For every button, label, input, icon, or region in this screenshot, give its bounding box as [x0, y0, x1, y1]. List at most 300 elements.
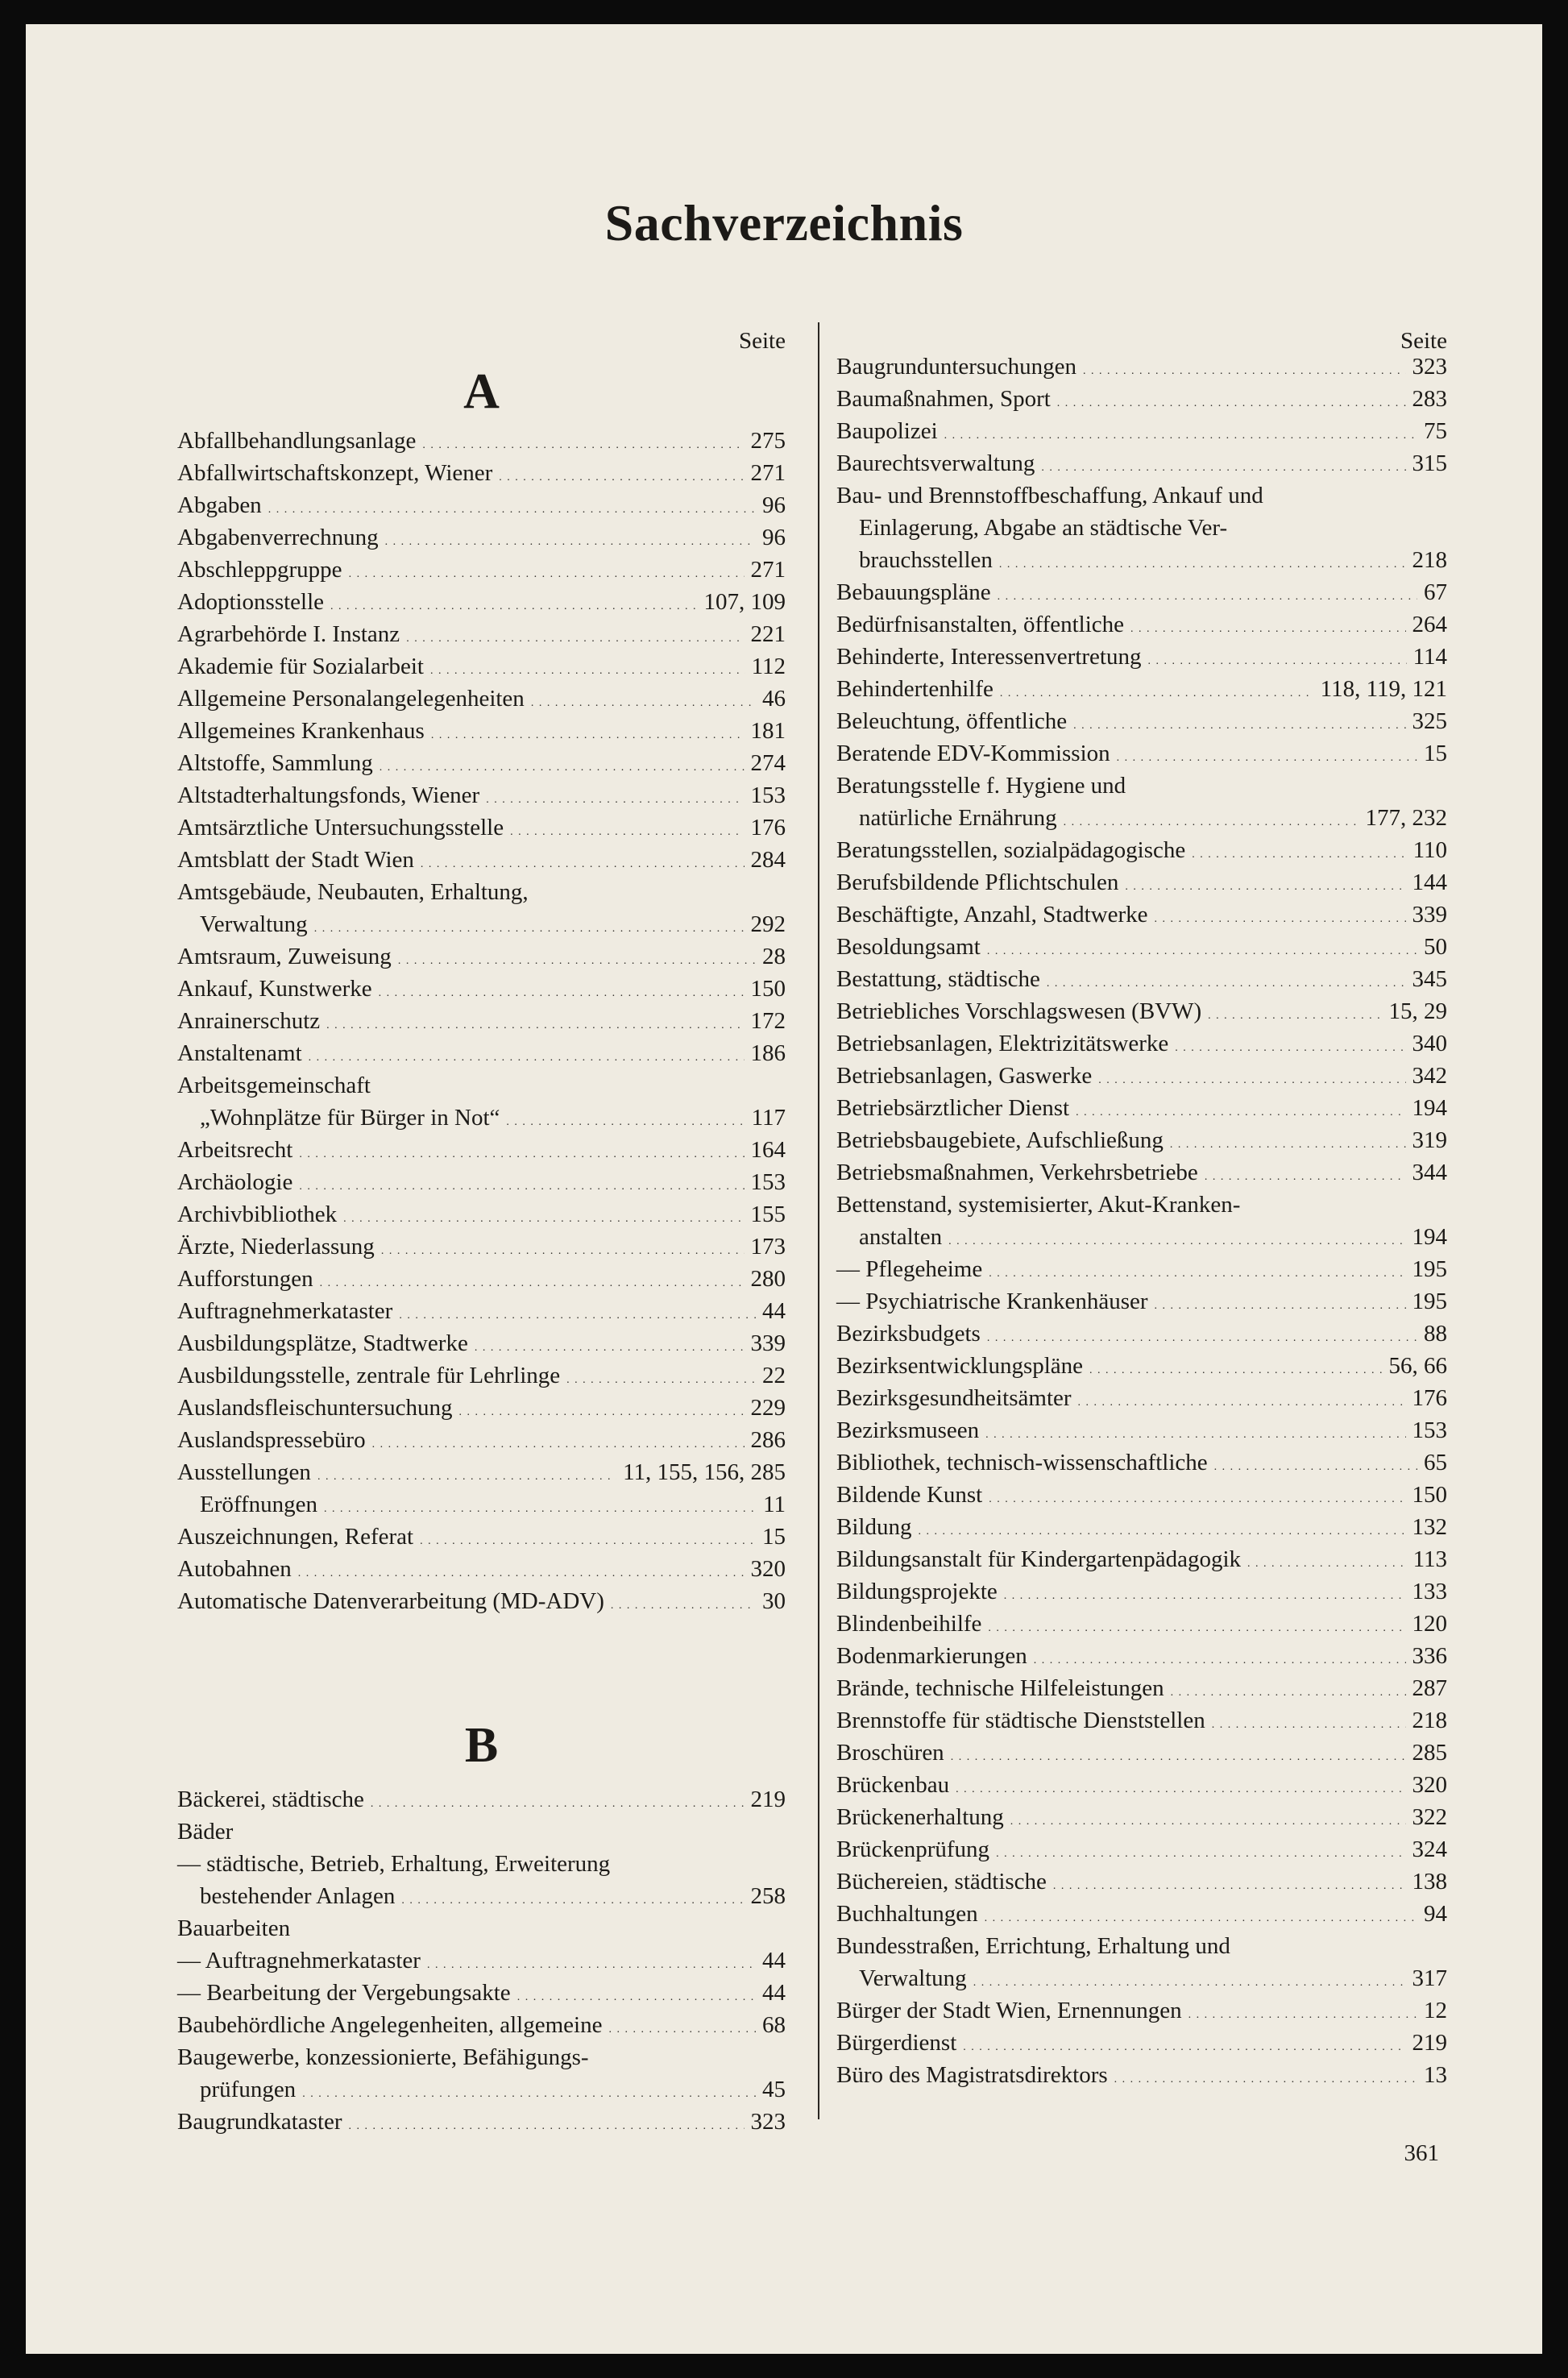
entry-term: Verwaltung — [200, 911, 308, 937]
index-entry — [836, 512, 1447, 544]
index-entry — [836, 1962, 1447, 1994]
entry-page: 28 — [762, 944, 786, 969]
dot-leader — [1114, 2064, 1417, 2096]
dot-leader — [499, 462, 744, 494]
index-entry — [177, 521, 786, 554]
entry-term: Blindenbeihilfe — [836, 1611, 982, 1637]
dot-leader — [510, 816, 744, 849]
entry-page: 75 — [1424, 418, 1447, 444]
index-entry — [177, 1585, 786, 1617]
entry-term: Betriebsanlagen, Gaswerke — [836, 1063, 1093, 1089]
entry-page: 194 — [1412, 1095, 1447, 1121]
index-entry — [177, 2106, 786, 2138]
entry-page: 218 — [1412, 1708, 1447, 1733]
entry-page: 96 — [762, 525, 786, 550]
index-entry — [836, 995, 1447, 1027]
entry-page: 112 — [751, 654, 786, 679]
dot-leader — [1208, 1000, 1382, 1032]
index-entry — [177, 650, 786, 683]
entry-term: Bedürfnisanstalten, öffentliche — [836, 612, 1125, 637]
entry-page: 274 — [750, 750, 786, 776]
entry-term: Archäologie — [177, 1169, 293, 1195]
entry-page: 138 — [1412, 1869, 1447, 1895]
entry-term: Einlagerung, Abgabe an städtische Ver- — [859, 515, 1228, 541]
index-entry — [836, 415, 1447, 447]
entry-page: 176 — [750, 815, 786, 840]
index-entry — [836, 641, 1447, 673]
entry-page: 286 — [750, 1427, 786, 1453]
entry-page: 323 — [750, 2109, 786, 2135]
entry-term: Besoldungsamt — [836, 934, 981, 960]
index-entry — [836, 447, 1447, 479]
entry-page: 195 — [1412, 1256, 1447, 1282]
entry-term: prüfungen — [200, 2077, 297, 2102]
entry-page: 285 — [1412, 1740, 1447, 1766]
entry-page: 181 — [750, 718, 786, 744]
index-entry — [836, 770, 1447, 802]
entry-page: 110 — [1412, 837, 1447, 863]
entry-page: 120 — [1412, 1611, 1447, 1637]
entry-page: 186 — [750, 1040, 786, 1066]
index-entry — [836, 1253, 1447, 1285]
index-entry — [836, 1350, 1447, 1382]
entry-term: Bebauungspläne — [836, 579, 991, 605]
index-entry — [177, 1521, 786, 1553]
entry-term: — Bearbeitung der Vergebungsakte — [177, 1980, 511, 2006]
entry-term: Beleuchtung, öffentliche — [836, 708, 1068, 734]
index-entry — [177, 1456, 786, 1488]
entry-term: Betriebliches Vorschlagswesen (BVW) — [836, 998, 1202, 1024]
entry-page: 336 — [1412, 1643, 1447, 1669]
left-sections — [177, 351, 786, 2138]
index-entry — [177, 2041, 786, 2073]
index-entry — [836, 866, 1447, 898]
entry-term: Arbeitsgemeinschaft — [177, 1073, 371, 1098]
index-entry — [177, 1488, 786, 1521]
dot-leader — [343, 1203, 744, 1235]
entry-term: Auslandsfleischuntersuchung — [177, 1395, 453, 1421]
entry-page: 65 — [1424, 1450, 1447, 1475]
page-number: 361 — [1404, 2140, 1439, 2166]
index-entry — [177, 876, 786, 908]
index-entry — [836, 1221, 1447, 1253]
index-entry — [836, 1833, 1447, 1865]
entry-page: 68 — [762, 2012, 786, 2038]
entry-page: 284 — [750, 847, 786, 873]
entry-term: Auszeichnungen, Referat — [177, 1524, 414, 1550]
dot-leader — [566, 1364, 756, 1397]
entry-term: Brückenbau — [836, 1772, 950, 1798]
index-entry — [177, 489, 786, 521]
entry-page: 153 — [750, 782, 786, 808]
dot-leader — [1089, 1355, 1382, 1387]
index-entry — [177, 1134, 786, 1166]
entry-term: Amtsblatt der Stadt Wien — [177, 847, 414, 873]
entry-term: Allgemeines Krankenhaus — [177, 718, 425, 744]
index-entry — [836, 963, 1447, 995]
entry-term: Brückenprüfung — [836, 1836, 990, 1862]
entry-page: 44 — [762, 1980, 786, 2006]
entry-term: bestehender Anlagen — [200, 1883, 396, 1909]
index-entry — [177, 1553, 786, 1585]
index-entry — [177, 1198, 786, 1231]
entry-term: brauchsstellen — [859, 547, 993, 573]
entry-page: 320 — [1412, 1772, 1447, 1798]
index-entry — [836, 2027, 1447, 2059]
entry-term: Beratende EDV-Kommission — [836, 741, 1110, 766]
entry-page: 46 — [762, 686, 786, 712]
entry-term: — Psychiatrische Krankenhäuser — [836, 1289, 1148, 1314]
dot-leader — [999, 549, 1406, 581]
index-column-left — [177, 318, 786, 2138]
entry-term: Baumaßnahmen, Sport — [836, 386, 1051, 412]
index-entry — [836, 1156, 1447, 1189]
dot-leader — [1125, 871, 1405, 903]
entry-page: 339 — [750, 1330, 786, 1356]
entry-term: Bezirksmuseen — [836, 1417, 980, 1443]
dot-leader — [349, 2110, 745, 2143]
dot-leader — [1212, 1709, 1406, 1741]
entry-term: Büro des Magistratsdirektors — [836, 2062, 1108, 2088]
dot-leader — [420, 1525, 756, 1558]
entry-term: Baurechtsverwaltung — [836, 450, 1035, 476]
entry-page: 218 — [1412, 547, 1447, 573]
index-entry — [836, 1285, 1447, 1318]
entry-term: Abgaben — [177, 492, 262, 518]
entry-term: Amtsärztliche Untersuchungsstelle — [177, 815, 504, 840]
entry-term: Baugrunduntersuchungen — [836, 354, 1076, 380]
dot-leader — [1192, 839, 1406, 871]
index-entry — [836, 737, 1447, 770]
index-entry — [177, 457, 786, 489]
dot-leader — [948, 1226, 1405, 1258]
entry-term: Anstaltenamt — [177, 1040, 302, 1066]
entry-page: 339 — [1412, 902, 1447, 928]
entry-term: Ausbildungsstelle, zentrale für Lehrlinge — [177, 1363, 561, 1388]
dot-leader — [531, 687, 756, 720]
entry-term: Aufforstungen — [177, 1266, 313, 1292]
entry-term: Buchhaltungen — [836, 1901, 978, 1927]
index-entry — [177, 747, 786, 779]
index-entry — [177, 683, 786, 715]
right-entries — [836, 351, 1447, 2091]
entry-page: 117 — [751, 1105, 786, 1131]
entry-page: 173 — [750, 1234, 786, 1260]
dot-leader — [1073, 710, 1405, 742]
index-entry — [836, 383, 1447, 415]
entry-term: Broschüren — [836, 1740, 944, 1766]
index-entry — [836, 544, 1447, 576]
entry-term: Bau- und Brennstoffbeschaffung, Ankauf und — [836, 483, 1263, 508]
entry-term: — städtische, Betrieb, Erhaltung, Erweiterung — [177, 1851, 611, 1877]
dot-leader — [486, 784, 744, 816]
index-entry — [836, 1737, 1447, 1769]
index-entry — [836, 608, 1447, 641]
entry-term: Brände, technische Hilfeleistungen — [836, 1675, 1164, 1701]
index-entry — [177, 1392, 786, 1424]
entry-page: 340 — [1412, 1031, 1447, 1056]
entry-page: 229 — [750, 1395, 786, 1421]
entry-term: Bezirksbudgets — [836, 1321, 981, 1347]
entry-term: Behinderte, Interessenvertretung — [836, 644, 1142, 670]
entry-term: Bibliothek, technisch-wissenschaftliche — [836, 1450, 1208, 1475]
dot-leader — [299, 1139, 744, 1171]
entry-term: Bodenmarkierungen — [836, 1643, 1027, 1669]
entry-page: 275 — [750, 428, 786, 454]
entry-term: Autobahnen — [177, 1556, 292, 1582]
entry-term: Abgabenverrechnung — [177, 525, 379, 550]
entry-page: 50 — [1424, 934, 1447, 960]
dot-leader — [381, 1235, 745, 1268]
index-entry — [836, 1414, 1447, 1446]
entry-term: Abschleppgruppe — [177, 557, 342, 583]
index-entry — [836, 351, 1447, 383]
dot-leader — [1004, 1580, 1406, 1612]
dot-leader — [1057, 388, 1406, 420]
entry-page: 150 — [750, 976, 786, 1002]
entry-page: 15 — [762, 1524, 786, 1550]
index-entry — [836, 1511, 1447, 1543]
entry-term: Bauarbeiten — [177, 1915, 291, 1941]
entry-page: 67 — [1424, 579, 1447, 605]
index-entry — [177, 908, 786, 940]
index-entry — [177, 1231, 786, 1263]
index-entry — [836, 705, 1447, 737]
entry-page: 44 — [762, 1948, 786, 1973]
section-letter: A — [463, 364, 500, 419]
index-entry — [836, 1640, 1447, 1672]
entry-term: Bundesstraßen, Errichtung, Erhaltung und — [836, 1933, 1230, 1959]
dot-leader — [989, 1484, 1405, 1516]
entry-term: Altstadterhaltungsfonds, Wiener — [177, 782, 480, 808]
dot-leader — [1078, 1387, 1406, 1419]
entry-term: Beratungsstellen, sozialpädagogische — [836, 837, 1186, 863]
entry-term: Bezirksentwicklungspläne — [836, 1353, 1084, 1379]
index-entry — [836, 1865, 1447, 1898]
index-entry — [836, 1608, 1447, 1640]
entry-term: Beratungsstelle f. Hygiene und — [836, 773, 1126, 799]
entry-page: 153 — [1412, 1417, 1447, 1443]
entry-page: 56, 66 — [1388, 1353, 1447, 1379]
index-entry — [836, 1994, 1447, 2027]
index-entry — [836, 931, 1447, 963]
entry-term: Baupolizei — [836, 418, 938, 444]
index-entry — [177, 1069, 786, 1102]
index-entry — [836, 1092, 1447, 1124]
index-entry — [177, 1359, 786, 1392]
index-entry — [177, 1295, 786, 1327]
entry-page: 219 — [1412, 2030, 1447, 2056]
index-entry — [836, 802, 1447, 834]
entry-page: 11, 155, 156, 285 — [623, 1459, 786, 1485]
index-entry — [836, 1801, 1447, 1833]
index-entry — [177, 1816, 786, 1848]
entry-page: 319 — [1412, 1127, 1447, 1153]
entry-page: 323 — [1412, 354, 1447, 380]
entry-term: anstalten — [859, 1224, 943, 1250]
index-entry — [177, 973, 786, 1005]
entry-term: Abfallwirtschaftskonzept, Wiener — [177, 460, 493, 486]
entry-page: 287 — [1412, 1675, 1447, 1701]
dot-leader — [987, 936, 1417, 968]
entry-page: 195 — [1412, 1289, 1447, 1314]
index-entry — [177, 1977, 786, 2009]
entry-term: Allgemeine Personalangelegenheiten — [177, 686, 525, 712]
column-divider — [818, 322, 819, 2119]
entry-term: Bildungsprojekte — [836, 1579, 998, 1604]
dot-leader — [431, 720, 745, 752]
entry-term: Anrainerschutz — [177, 1008, 321, 1034]
dot-leader — [1130, 613, 1405, 645]
dot-leader — [951, 1741, 1406, 1774]
entry-term: Arbeitsrecht — [177, 1137, 293, 1163]
index-entry — [177, 1102, 786, 1134]
entry-page: 132 — [1412, 1514, 1447, 1540]
entry-term: Bettenstand, systemisierter, Akut-Kranken- — [836, 1192, 1241, 1218]
index-entry — [177, 1424, 786, 1456]
index-entry — [836, 1318, 1447, 1350]
entry-term: Abfallbehandlungsanlage — [177, 428, 417, 454]
index-entry — [177, 811, 786, 844]
index-entry — [177, 2009, 786, 2041]
index-entry — [836, 1672, 1447, 1704]
entry-page: 292 — [750, 911, 786, 937]
dot-leader — [988, 1612, 1405, 1645]
index-entry — [836, 1027, 1447, 1060]
entry-page: 164 — [750, 1137, 786, 1163]
page-title: Sachverzeichnis — [604, 194, 964, 251]
index-entry — [177, 844, 786, 876]
entry-term: Archivbibliothek — [177, 1201, 338, 1227]
index-entry — [836, 1124, 1447, 1156]
dot-leader — [1010, 1806, 1406, 1838]
entry-page: 15 — [1424, 741, 1447, 766]
entry-page: 317 — [1412, 1965, 1447, 1991]
entry-term: Auslandspressebüro — [177, 1427, 366, 1453]
entry-page: 15, 29 — [1388, 998, 1447, 1024]
index-entry — [177, 1166, 786, 1198]
dot-leader — [1155, 1290, 1406, 1322]
dot-leader — [317, 1461, 616, 1493]
entry-page: 114 — [1412, 644, 1447, 670]
entry-page: 144 — [1412, 869, 1447, 895]
dot-leader — [996, 1838, 1405, 1870]
entry-term: Ausbildungsplätze, Stadtwerke — [177, 1330, 468, 1356]
entry-page: 155 — [750, 1201, 786, 1227]
entry-term: Akademie für Sozialarbeit — [177, 654, 424, 679]
entry-page: 94 — [1424, 1901, 1447, 1927]
index-entry — [177, 2073, 786, 2106]
entry-term: Bestattung, städtische — [836, 966, 1040, 992]
dot-leader — [326, 1010, 744, 1042]
index-entry — [836, 1543, 1447, 1575]
entry-term: Agrarbehörde I. Instanz — [177, 621, 400, 647]
dot-leader — [1214, 1451, 1417, 1484]
entry-term: Baugewerbe, konzessionierte, Befähigungs- — [177, 2044, 589, 2070]
entry-term: Amtsgebäude, Neubauten, Erhaltung, — [177, 879, 529, 905]
index-entry — [836, 1930, 1447, 1962]
entry-term: Automatische Datenverarbeitung (MD-ADV) — [177, 1588, 604, 1614]
entry-term: Bildung — [836, 1514, 912, 1540]
entry-page: 315 — [1412, 450, 1447, 476]
entry-term: Auftragnehmerkataster — [177, 1298, 393, 1324]
index-entry — [836, 834, 1447, 866]
dot-leader — [1188, 1999, 1417, 2031]
dot-leader — [302, 2078, 756, 2110]
index-column-right — [836, 318, 1447, 2091]
dot-leader — [349, 558, 745, 591]
dot-leader — [406, 623, 744, 655]
entry-term: Brennstoffe für städtische Dienststellen — [836, 1708, 1205, 1733]
index-entry — [836, 576, 1447, 608]
entry-page: 264 — [1412, 612, 1447, 637]
index-entry — [836, 1189, 1447, 1221]
index-entry — [177, 779, 786, 811]
entry-term: Adoptionsstelle — [177, 589, 325, 615]
entry-term: Behindertenhilfe — [836, 676, 993, 702]
entry-term: Amtsraum, Zuweisung — [177, 944, 392, 969]
entry-term: Bezirksgesundheitsämter — [836, 1385, 1072, 1411]
entry-term: Bäder — [177, 1819, 234, 1845]
entry-term: Verwaltung — [859, 1965, 967, 1991]
index-entry — [836, 1060, 1447, 1092]
entry-term: Betriebsanlagen, Elektrizitätswerke — [836, 1031, 1169, 1056]
entry-page: 221 — [750, 621, 786, 647]
index-entry — [836, 1704, 1447, 1737]
entry-page: 153 — [750, 1169, 786, 1195]
entry-term: Bäckerei, städtische — [177, 1787, 364, 1812]
index-entry — [177, 1783, 786, 1816]
dot-leader — [506, 1106, 745, 1139]
index-entry — [177, 1005, 786, 1037]
entry-page: 194 — [1412, 1224, 1447, 1250]
entry-term: Baubehördliche Angelegenheiten, allgemeine — [177, 2012, 603, 2038]
entry-page: 271 — [750, 557, 786, 583]
index-entry — [177, 425, 786, 457]
index-entry — [177, 554, 786, 586]
entry-page: 107, 109 — [703, 589, 786, 615]
index-entry — [177, 1880, 786, 1912]
entry-term: Büchereien, städtische — [836, 1869, 1047, 1895]
index-entry — [836, 1446, 1447, 1479]
dot-leader — [1247, 1548, 1407, 1580]
entry-page: 11 — [763, 1492, 786, 1517]
entry-page: 280 — [750, 1266, 786, 1292]
index-entry — [836, 2059, 1447, 2091]
section-letter: B — [464, 1718, 499, 1773]
entry-term: Eröffnungen — [200, 1492, 318, 1517]
dot-leader — [1053, 1870, 1406, 1903]
index-entry — [836, 1769, 1447, 1801]
entry-term: Betriebsärztlicher Dienst — [836, 1095, 1070, 1121]
index-entry — [177, 1944, 786, 1977]
entry-term: — Pflegeheime — [836, 1256, 983, 1282]
entry-page: 96 — [762, 492, 786, 518]
entry-term: Baugrundkataster — [177, 2109, 342, 2135]
entry-term: Ankauf, Kunstwerke — [177, 976, 372, 1002]
index-entry — [177, 586, 786, 618]
entry-page: 325 — [1412, 708, 1447, 734]
entry-page: 271 — [750, 460, 786, 486]
entry-page: 172 — [750, 1008, 786, 1034]
entry-page: 13 — [1424, 2062, 1447, 2088]
entry-page: 177, 232 — [1365, 805, 1447, 831]
entry-page: 176 — [1412, 1385, 1447, 1411]
index-entry — [177, 715, 786, 747]
dot-leader — [1083, 355, 1406, 388]
index-entry — [177, 940, 786, 973]
entry-page: 45 — [762, 2077, 786, 2102]
